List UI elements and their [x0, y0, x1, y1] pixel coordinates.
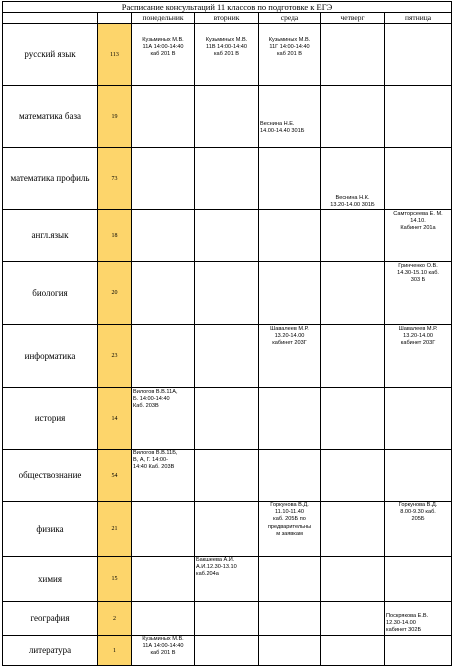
cell-thursday [321, 86, 385, 148]
cell-thursday [321, 557, 385, 602]
consultation-note: Кузьминых М.В. 11А 14:00-14:40 каб 201 В [142, 636, 184, 657]
cell-friday [385, 388, 452, 450]
table-row [3, 325, 452, 388]
cell-friday [385, 325, 452, 388]
cell-friday [385, 602, 452, 636]
cell-tuesday [195, 325, 259, 388]
table-row [3, 210, 452, 262]
header-monday: понедельник [132, 13, 195, 24]
cell-thursday [321, 502, 385, 557]
cell-wednesday [259, 636, 321, 666]
cell-monday [132, 636, 195, 666]
subject-name: русский язык [3, 24, 98, 86]
header-thursday: четверг [321, 13, 385, 24]
cell-friday [385, 450, 452, 502]
cell-monday [132, 148, 195, 210]
cell-monday [132, 502, 195, 557]
cell-friday [385, 86, 452, 148]
student-count: 14 [98, 388, 132, 450]
cell-tuesday [195, 148, 259, 210]
cell-monday [132, 24, 195, 86]
consultation-note: Гринченко О.В. 14.30-15.10 каб. 303 Б [397, 263, 439, 284]
header-subject [3, 13, 98, 24]
table-row [3, 450, 452, 502]
subject-name: физика [3, 502, 98, 557]
cell-thursday [321, 148, 385, 210]
cell-wednesday [259, 262, 321, 325]
cell-tuesday [195, 602, 259, 636]
subject-name: математика база [3, 86, 98, 148]
consultation-note: Веснина Н.К. 13.20-14.00 301Б [330, 195, 375, 209]
subject-name: англ.язык [3, 210, 98, 262]
cell-monday [132, 602, 195, 636]
cell-wednesday [259, 325, 321, 388]
cell-thursday [321, 262, 385, 325]
subject-name: химия [3, 557, 98, 602]
table-row [3, 636, 452, 666]
cell-thursday [321, 210, 385, 262]
cell-tuesday [195, 636, 259, 666]
consultation-note: Шавалеев М.Р. 13.20-14.00 кабинет 203Г [270, 326, 309, 347]
cell-wednesday [259, 24, 321, 86]
table-row [3, 602, 452, 636]
cell-thursday [321, 325, 385, 388]
consultation-note: Самторсеева Е. М. 14.10. Кабинет 201а [393, 211, 443, 232]
cell-monday [132, 450, 195, 502]
cell-monday [132, 388, 195, 450]
student-count: 15 [98, 557, 132, 602]
subject-name: литература [3, 636, 98, 666]
cell-monday [132, 86, 195, 148]
table-row [3, 262, 452, 325]
table-row [3, 24, 452, 86]
student-count: 113 [98, 24, 132, 86]
cell-tuesday [195, 24, 259, 86]
table-row [3, 557, 452, 602]
cell-tuesday [195, 388, 259, 450]
student-count: 1 [98, 636, 132, 666]
student-count: 2 [98, 602, 132, 636]
cell-wednesday [259, 148, 321, 210]
table-row [3, 86, 452, 148]
cell-thursday [321, 636, 385, 666]
student-count: 21 [98, 502, 132, 557]
schedule-table [2, 1, 452, 666]
student-count: 18 [98, 210, 132, 262]
cell-wednesday [259, 557, 321, 602]
cell-thursday [321, 24, 385, 86]
cell-tuesday [195, 450, 259, 502]
subject-name: география [3, 602, 98, 636]
consultation-note: Веснина Н.Е. 14.00-14.40 301Б [260, 121, 305, 135]
consultation-note: Вилогов В.В.11Б, В, А, Г. 14:00- 14:40 Каб. 203В [133, 450, 178, 471]
cell-thursday [321, 450, 385, 502]
student-count: 54 [98, 450, 132, 502]
cell-friday [385, 557, 452, 602]
cell-friday [385, 24, 452, 86]
cell-monday [132, 325, 195, 388]
consultation-note: Бакшеева А.И. А.И.12.30-13.10 каб.204а [196, 557, 237, 578]
subject-name: обществознание [3, 450, 98, 502]
cell-thursday [321, 388, 385, 450]
student-count: 73 [98, 148, 132, 210]
cell-tuesday [195, 210, 259, 262]
cell-tuesday [195, 86, 259, 148]
consultation-note: Вилогов В.В.11А, Б. 14:00-14:40 Каб. 203В [133, 389, 178, 410]
cell-tuesday [195, 502, 259, 557]
cell-wednesday [259, 388, 321, 450]
consultation-note: Кузьминых М.В. 11Г 14:00-14:40 каб 201 В [268, 37, 311, 58]
consultation-note: Поскрякова Е.В. 12.30-14.00 кабинет 302Б [386, 613, 429, 634]
table-row [3, 388, 452, 450]
consultation-note: Горкунова В.Д. 8.00-9.30 каб. 205Б [398, 502, 438, 523]
consultation-note: Шавалеев М.Р. 13.20-14.00 кабинет 203Г [398, 326, 438, 347]
subject-name: информатика [3, 325, 98, 388]
consultation-note: Горкунова В.Д. 11.10-11.40 каб. 205Б по предварительны м заявкам [267, 502, 312, 537]
cell-monday [132, 557, 195, 602]
cell-friday [385, 148, 452, 210]
cell-monday [132, 262, 195, 325]
student-count: 23 [98, 325, 132, 388]
cell-thursday [321, 602, 385, 636]
cell-wednesday [259, 210, 321, 262]
cell-wednesday [259, 450, 321, 502]
student-count: 19 [98, 86, 132, 148]
cell-friday [385, 210, 452, 262]
subject-name: история [3, 388, 98, 450]
header-friday: пятница [385, 13, 452, 24]
cell-friday [385, 636, 452, 666]
cell-monday [132, 210, 195, 262]
cell-tuesday [195, 262, 259, 325]
subject-name: математика профиль [3, 148, 98, 210]
table-row [3, 502, 452, 557]
cell-friday [385, 262, 452, 325]
cell-tuesday [195, 557, 259, 602]
table-title: Расписание консультаций 11 классов по подготовке к ЕГЭ [3, 2, 452, 13]
subject-name: биология [3, 262, 98, 325]
consultation-note: Кузьминых М.В. 11А 14:00-14:40 каб 201 В [142, 37, 184, 58]
header-count [98, 13, 132, 24]
student-count: 20 [98, 262, 132, 325]
table-row [3, 148, 452, 210]
cell-wednesday [259, 602, 321, 636]
cell-friday [385, 502, 452, 557]
header-wednesday: среда [259, 13, 321, 24]
header-tuesday: вторник [195, 13, 259, 24]
consultation-note: Кузьминых М.В. 11В 14:00-14:40 каб 201 В [205, 37, 248, 58]
cell-wednesday [259, 502, 321, 557]
cell-wednesday [259, 86, 321, 148]
